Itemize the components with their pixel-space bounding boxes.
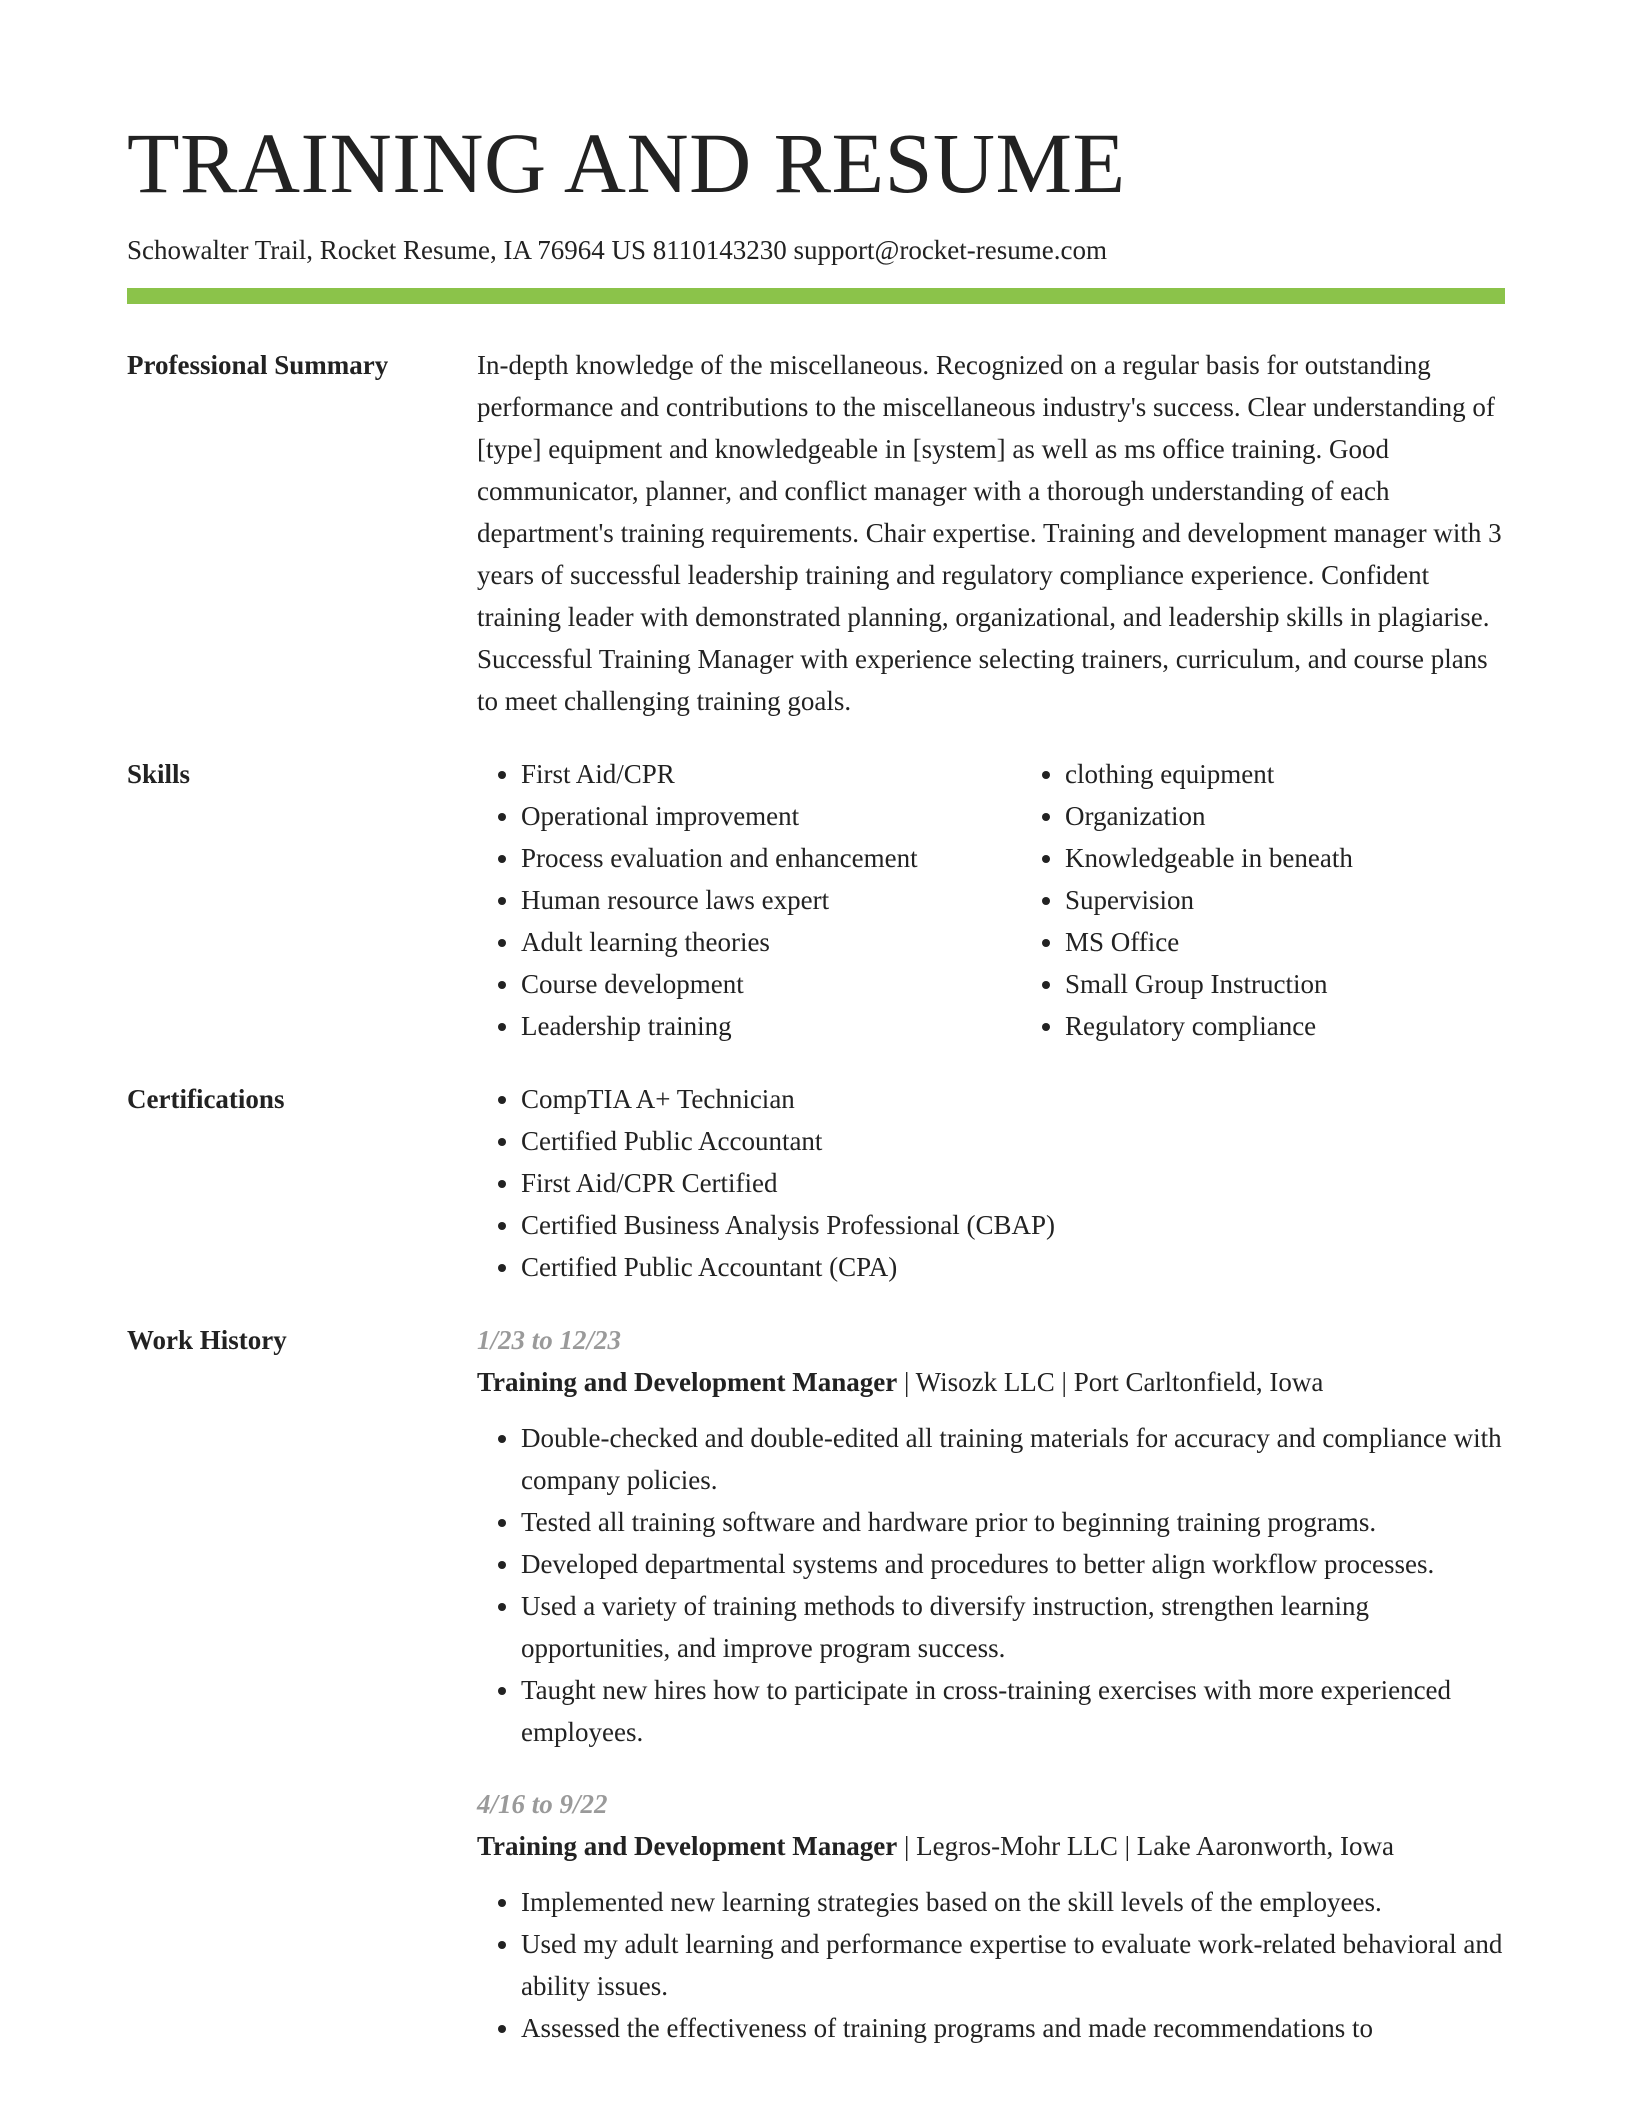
job-entry [477,1319,1505,1753]
summary-section [127,344,1505,722]
work-history-body [477,1319,1505,2079]
job-header [477,1825,1505,1867]
job-bullet: • Used my adult learning and performance expertise to evaluate work-related behavioral and ability issues. [521,1923,1505,2007]
summary-body [477,344,1505,722]
certification-item: • CompTIA A+ Technician [521,1078,1505,1120]
job-bullet: • Developed departmental systems and procedures to better align workflow processes. [521,1543,1505,1585]
certifications-section [127,1078,1505,1288]
work-history-section [127,1319,1505,2079]
certification-item: • Certified Public Accountant [521,1120,1505,1162]
skills-column-1 [477,753,1021,1047]
job-bullet: • Double-checked and double-edited all training materials for accuracy and compliance with company policies. [521,1417,1505,1501]
job-details: | Legros-Mohr LLC | Lake Aaronworth, Iowa [897,1831,1394,1862]
skills-body [477,753,1565,1047]
skill-item: • First Aid/CPR [521,753,1021,795]
job-dates: 1/23 to 12/23 [477,1325,622,1356]
job-bullet: • Tested all training software and hardware prior to beginning training programs. [521,1501,1505,1543]
certification-item: • Certified Public Accountant (CPA) [521,1246,1505,1288]
job-details: | Wisozk LLC | Port Carltonfield, Iowa [897,1367,1324,1398]
skill-item: • Course development [521,963,1021,1005]
skill-item: • Organization [1065,795,1565,837]
job-bullets [477,1881,1505,2049]
job-title: Training and Development Manager [477,1831,898,1862]
skill-item: • Small Group Instruction [1065,963,1565,1005]
job-title: Training and Development Manager [477,1367,898,1398]
skill-item: • Knowledgeable in beneath [1065,837,1565,879]
certifications-list [477,1078,1505,1288]
skill-item: • Operational improvement [521,795,1021,837]
job-bullet: • Assessed the effectiveness of training programs and made recommendations to [521,2007,1505,2049]
job-header [477,1361,1505,1403]
contact-line: Schowalter Trail, Rocket Resume, IA 76964 US 8110143230 support@rocket-resume.com [127,235,1107,265]
summary-text: In-depth knowledge of the miscellaneous. Recognized on a regular basis for outstanding performance and contributions to the miscellaneous industry's success. Clear understanding of [type] equipment and knowledgeable in [system] as well as ms office training. Good communicator, planner, and conflict manager with a thorough understanding of each department's training requirements. Chair expertise. Training and development manager with 3 years of successful leadership training and regulatory compliance experience. Confident training leader with demonstrated planning, organizational, and leadership skills in plagiarise. Successful Training Manager with experience selecting trainers, curriculum, and course plans to meet challenging training goals. [477,350,1502,717]
certification-item: • Certified Business Analysis Professional (CBAP) [521,1204,1505,1246]
skill-item: • Leadership training [521,1005,1021,1047]
skill-item: • MS Office [1065,921,1565,963]
job-bullets [477,1417,1505,1753]
section-title-certifications: Certifications [127,1084,285,1115]
certifications-body [477,1078,1505,1288]
section-title-skills: Skills [127,759,191,790]
job-bullet: • Taught new hires how to participate in cross-training exercises with more experienced employees. [521,1669,1505,1753]
skill-item: • Human resource laws expert [521,879,1021,921]
skills-grid [477,753,1565,1047]
job-bullet: • Implemented new learning strategies based on the skill levels of the employees. [521,1881,1505,1923]
job-entry [477,1783,1505,2049]
section-title-work-history: Work History [127,1325,287,1356]
skill-item: • Supervision [1065,879,1565,921]
accent-divider [127,288,1505,304]
skill-item: • Regulatory compliance [1065,1005,1565,1047]
skills-column-2 [1021,753,1565,1047]
skill-item: • Process evaluation and enhancement [521,837,1021,879]
skill-item: • Adult learning theories [521,921,1021,963]
certification-item: • First Aid/CPR Certified [521,1162,1505,1204]
job-dates: 4/16 to 9/22 [477,1789,608,1820]
section-title-summary: Professional Summary [127,350,389,381]
skills-section [127,753,1505,1047]
job-bullet: • Used a variety of training methods to diversify instruction, strengthen learning opportunities, and improve program success. [521,1585,1505,1669]
resume-name: TRAINING AND RESUME [127,115,1126,211]
skill-item: • clothing equipment [1065,753,1565,795]
